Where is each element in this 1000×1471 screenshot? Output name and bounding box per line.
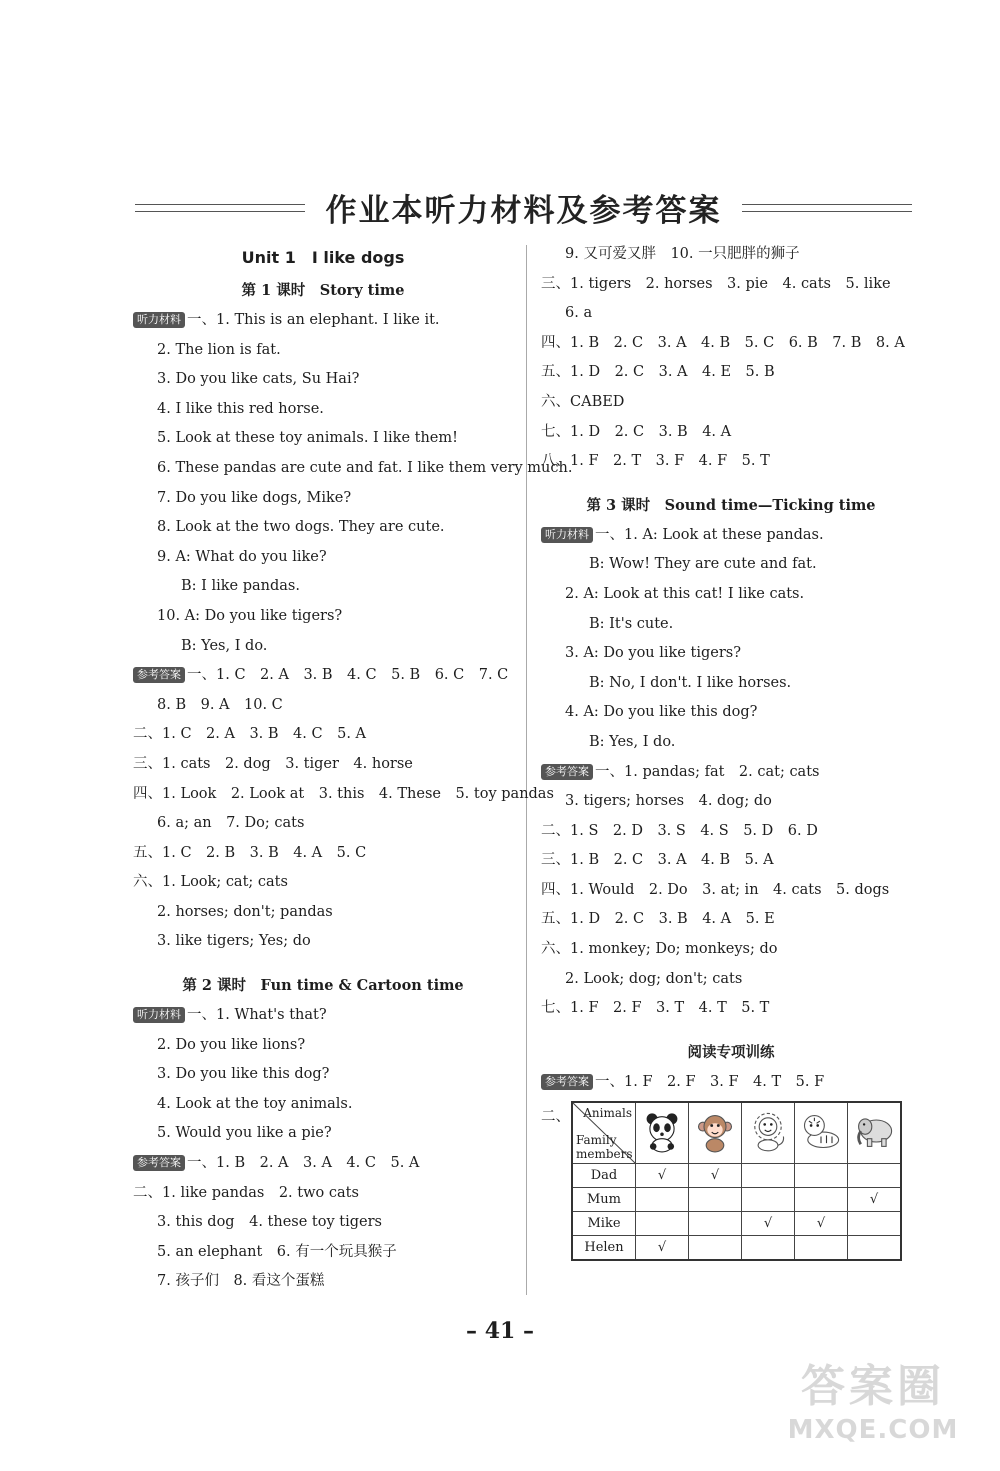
empty-cell: [689, 1212, 742, 1236]
watermark-top: 答案圈: [801, 1361, 945, 1412]
lesson-3-heading: 第 3 课时 Sound time—Ticking time: [586, 496, 876, 514]
page-number: – 41 –: [466, 1318, 534, 1344]
text-line: 三、1. cats 2. dog 3. tiger 4. horse: [133, 755, 413, 772]
listening-badge: 听力材料: [133, 1007, 185, 1023]
text-line: 6. These pandas are cute and fat. I like them very much.: [157, 459, 573, 476]
text-line: 10. A: Do you like tigers?: [157, 607, 343, 624]
lesson-2-answers-continued: [541, 240, 921, 477]
empty-cell: [848, 1164, 902, 1188]
empty-cell: [795, 1188, 848, 1212]
right-column: [541, 240, 921, 1261]
text-line: 听力材料 一、1. What's that?: [133, 1001, 513, 1031]
text-line: 5. Would you like a pie?: [157, 1125, 332, 1142]
table-row: [572, 1236, 901, 1261]
check-mark: √: [795, 1212, 848, 1236]
empty-cell: [742, 1164, 795, 1188]
text-line: B: Wow! They are cute and fat.: [589, 556, 817, 573]
table-row: [572, 1188, 901, 1212]
corner-label-family: Family members: [576, 1133, 633, 1162]
check-mark: √: [742, 1212, 795, 1236]
text-line: 4. Look at the toy animals.: [157, 1095, 353, 1112]
watermark-bottom: MXQE.COM: [787, 1415, 959, 1445]
text-line: 三、1. tigers 2. horses 3. pie 4. cats 5. like: [541, 275, 891, 292]
lesson-1-answers: [133, 661, 554, 957]
lesson-3-answers: [541, 758, 921, 1024]
title-bar: [0, 185, 1000, 235]
check-mark: √: [636, 1164, 689, 1188]
watermark-logo: [768, 1359, 978, 1459]
empty-cell: [795, 1164, 848, 1188]
text-line: 7. Do you like dogs, Mike?: [157, 489, 352, 506]
empty-cell: [742, 1188, 795, 1212]
text-line: 3. tigers; horses 4. dog; do: [565, 793, 772, 810]
text-line: 七、1. F 2. F 3. T 4. T 5. T: [541, 1000, 770, 1017]
text-line: 四、1. B 2. C 3. A 4. B 5. C 6. B 7. B 8. A: [541, 334, 905, 351]
lesson-1-heading: 第 1 课时 Story time: [241, 282, 405, 299]
column-divider: [526, 245, 527, 1295]
text-line: 二、1. like pandas 2. two cats: [133, 1184, 359, 1201]
left-column: [133, 240, 573, 1297]
text-line: 二、1. C 2. A 3. B 4. C 5. A: [133, 726, 367, 743]
text-line: 8. Look at the two dogs. They are cute.: [157, 519, 445, 536]
page-title: 作业本听力材料及参考答案: [325, 193, 722, 229]
text-line: 9. 又可爱又胖 10. 一只肥胖的狮子: [565, 246, 800, 262]
text-line: 五、1. C 2. B 3. B 4. A 5. C: [133, 844, 367, 861]
text-line: 参考答案 一、1. C 2. A 3. B 4. C 5. B 6. C 7. C: [133, 661, 513, 691]
animal-table: [571, 1101, 902, 1261]
answers-badge: 参考答案: [133, 1155, 185, 1171]
text-line: 四、1. Would 2. Do 3. at; in 4. cats 5. dogs: [541, 881, 890, 898]
lesson-2-answers: [133, 1149, 513, 1297]
empty-cell: [742, 1236, 795, 1261]
text-line: 9. A: What do you like?: [157, 548, 327, 565]
panda-icon: [636, 1102, 689, 1164]
text-line: 五、1. D 2. C 3. B 4. A 5. E: [541, 911, 775, 928]
text-line: 3. this dog 4. these toy tigers: [157, 1214, 382, 1231]
text-line: 2. A: Look at this cat! I like cats.: [565, 585, 805, 602]
text-line: 四、1. Look 2. Look at 3. this 4. These 5. toy pandas: [133, 785, 554, 802]
text-line: 2. The lion is fat.: [157, 341, 281, 358]
empty-cell: [848, 1236, 902, 1261]
text-line: 5. an elephant 6. 有一个玩具猴子: [157, 1243, 397, 1260]
text-line: B: No, I don't. I like horses.: [589, 674, 792, 691]
monkey-icon: [689, 1102, 742, 1164]
text-line: 六、1. Look; cat; cats: [133, 874, 288, 891]
table-row: [572, 1212, 901, 1236]
lesson-2-heading: 第 2 课时 Fun time & Cartoon time: [182, 977, 464, 995]
empty-cell: [636, 1188, 689, 1212]
table-corner: [572, 1102, 636, 1164]
text-line: 3. Do you like cats, Su Hai?: [157, 371, 360, 388]
text-line: B: Yes, I do.: [589, 733, 676, 750]
text-line: 六、CABED: [541, 393, 625, 410]
text-line: 五、1. D 2. C 3. A 4. E 5. B: [541, 364, 775, 381]
title-rule-right: [742, 204, 912, 212]
text-line: 4. I like this red horse.: [157, 400, 324, 417]
listening-badge: 听力材料: [541, 527, 593, 543]
empty-cell: [636, 1212, 689, 1236]
empty-cell: [795, 1236, 848, 1261]
lesson-3-listening: [541, 521, 921, 758]
family-member-name: Helen: [572, 1236, 636, 1261]
text-line: 听力材料 一、1. This is an elephant. I like it.: [133, 306, 513, 336]
text-line: 参考答案 一、1. B 2. A 3. A 4. C 5. A: [133, 1149, 513, 1179]
text-line: 七、1. D 2. C 3. B 4. A: [541, 423, 732, 440]
text-line: 6. a: [565, 305, 593, 322]
text-line: B: It's cute.: [589, 615, 674, 632]
family-member-name: Mike: [572, 1212, 636, 1236]
table-row: [572, 1164, 901, 1188]
reading-heading: 阅读专项训练: [687, 1043, 775, 1061]
answers-badge: 参考答案: [133, 667, 185, 683]
check-mark: √: [689, 1164, 742, 1188]
text-line: 2. Do you like lions?: [157, 1036, 306, 1053]
text-line: 八、1. F 2. T 3. F 4. F 5. T: [541, 453, 770, 470]
corner-label-animals: Animals: [583, 1106, 632, 1121]
text-line: 5. Look at these toy animals. I like them!: [157, 430, 458, 447]
text-line: 参考答案 一、1. pandas; fat 2. cat; cats: [541, 758, 921, 788]
elephant-icon: [848, 1102, 902, 1164]
listening-badge: 听力材料: [133, 312, 185, 328]
text-line: 2. Look; dog; don't; cats: [565, 970, 743, 987]
tiger-icon: [795, 1102, 848, 1164]
empty-cell: [848, 1212, 902, 1236]
empty-cell: [689, 1188, 742, 1212]
empty-cell: [689, 1236, 742, 1261]
reading-answer-1: 参考答案 一、1. F 2. F 3. F 4. T 5. F: [541, 1068, 921, 1098]
text-line: 3. Do you like this dog?: [157, 1066, 330, 1083]
check-mark: √: [636, 1236, 689, 1261]
text-line: 三、1. B 2. C 3. A 4. B 5. A: [541, 852, 774, 869]
text-line: 听力材料 一、1. A: Look at these pandas.: [541, 521, 921, 551]
text-line: 6. a; an 7. Do; cats: [157, 815, 305, 832]
answers-badge: 参考答案: [541, 764, 593, 780]
unit-heading: Unit 1 I like dogs: [241, 248, 405, 267]
text-line: 3. like tigers; Yes; do: [157, 933, 311, 950]
text-line: 4. A: Do you like this dog?: [565, 704, 758, 721]
text-line: 3. A: Do you like tigers?: [565, 645, 741, 662]
text-line: 8. B 9. A 10. C: [157, 696, 283, 713]
text-line: 2. horses; don't; pandas: [157, 903, 333, 920]
family-member-name: Dad: [572, 1164, 636, 1188]
check-mark: √: [848, 1188, 902, 1212]
family-member-name: Mum: [572, 1188, 636, 1212]
text-line: B: Yes, I do.: [181, 637, 268, 654]
lesson-2-listening: [133, 1001, 513, 1149]
answers-badge: 参考答案: [541, 1074, 593, 1090]
text-line: 六、1. monkey; Do; monkeys; do: [541, 941, 778, 958]
title-rule-left: [135, 204, 305, 212]
text-line: 7. 孩子们 8. 看这个蛋糕: [157, 1273, 325, 1290]
lion-icon: [742, 1102, 795, 1164]
lesson-1-listening: [133, 306, 573, 661]
reading-answer-2: [541, 1101, 921, 1261]
text-line: B: I like pandas.: [181, 578, 300, 595]
reading-answer-2-prefix: 二、: [541, 1109, 570, 1126]
text-line: 二、1. S 2. D 3. S 4. S 5. D 6. D: [541, 822, 818, 839]
